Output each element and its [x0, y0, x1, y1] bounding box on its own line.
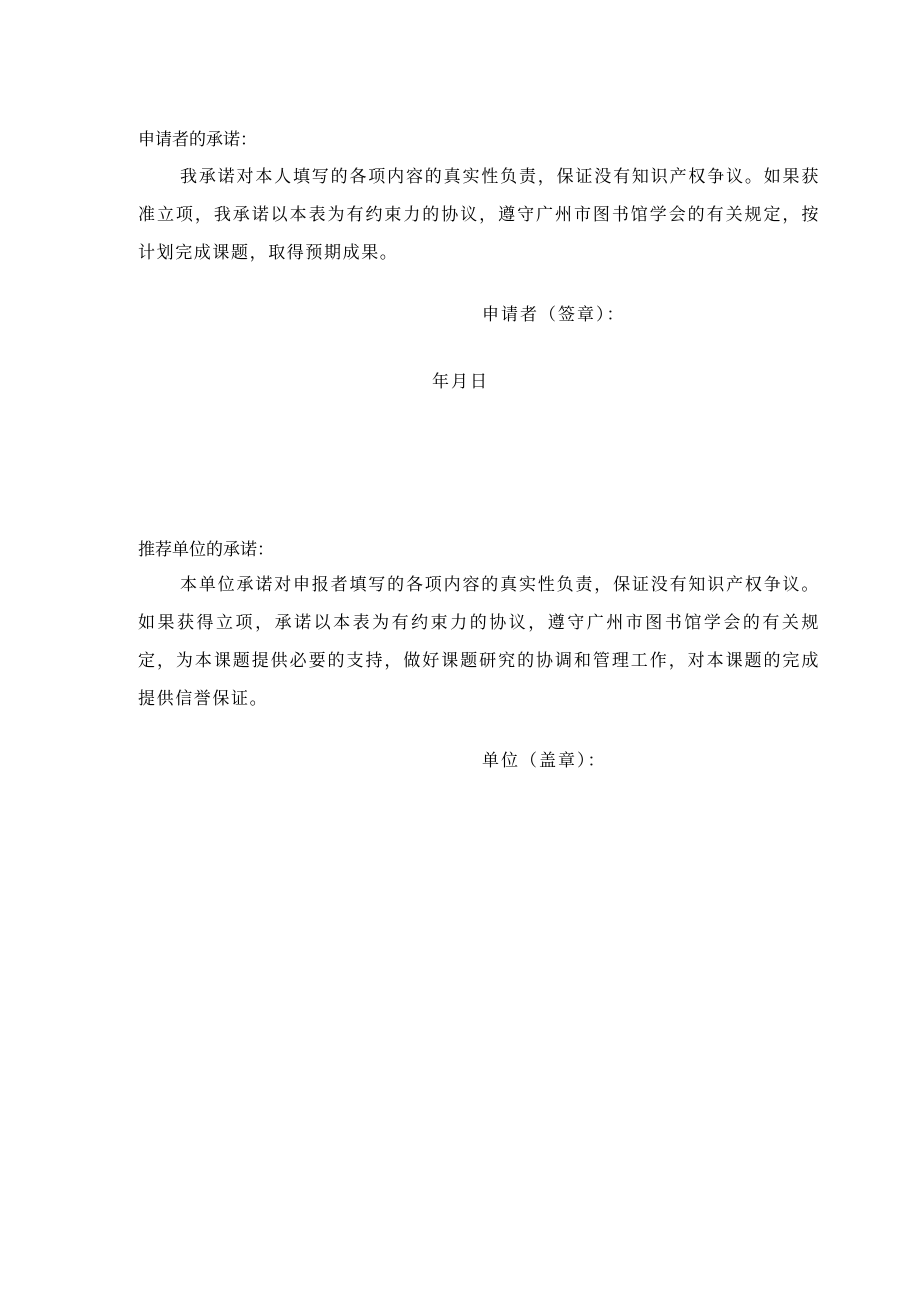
unit-commitment-heading: 推荐单位的承诺： — [138, 540, 274, 560]
unit-commitment-paragraph: 本单位承诺对申报者填写的各项内容的真实性负责，保证没有知识产权争议。如果获得立项，承诺以本表为有约束力的协议，遵守广州市图书馆学会的有关规定，为本课题提供必要的支持，做好课题研究的协调和管理工作，对本课题的完成提供信誉保证。 — [138, 575, 820, 709]
applicant-signature-label: 申请者（签章）： — [482, 305, 626, 325]
applicant-commitment-heading: 申请者的承诺： — [138, 130, 257, 150]
unit-seal-label: 单位（盖章）： — [482, 751, 607, 771]
applicant-commitment-paragraph: 我承诺对本人填写的各项内容的真实性负责，保证没有知识产权争议。如果获准立项，我承诺以本表为有约束力的协议，遵守广州市图书馆学会的有关规定，按计划完成课题，取得预期成果。 — [138, 167, 820, 263]
applicant-date-label: 年月日 — [432, 372, 489, 392]
